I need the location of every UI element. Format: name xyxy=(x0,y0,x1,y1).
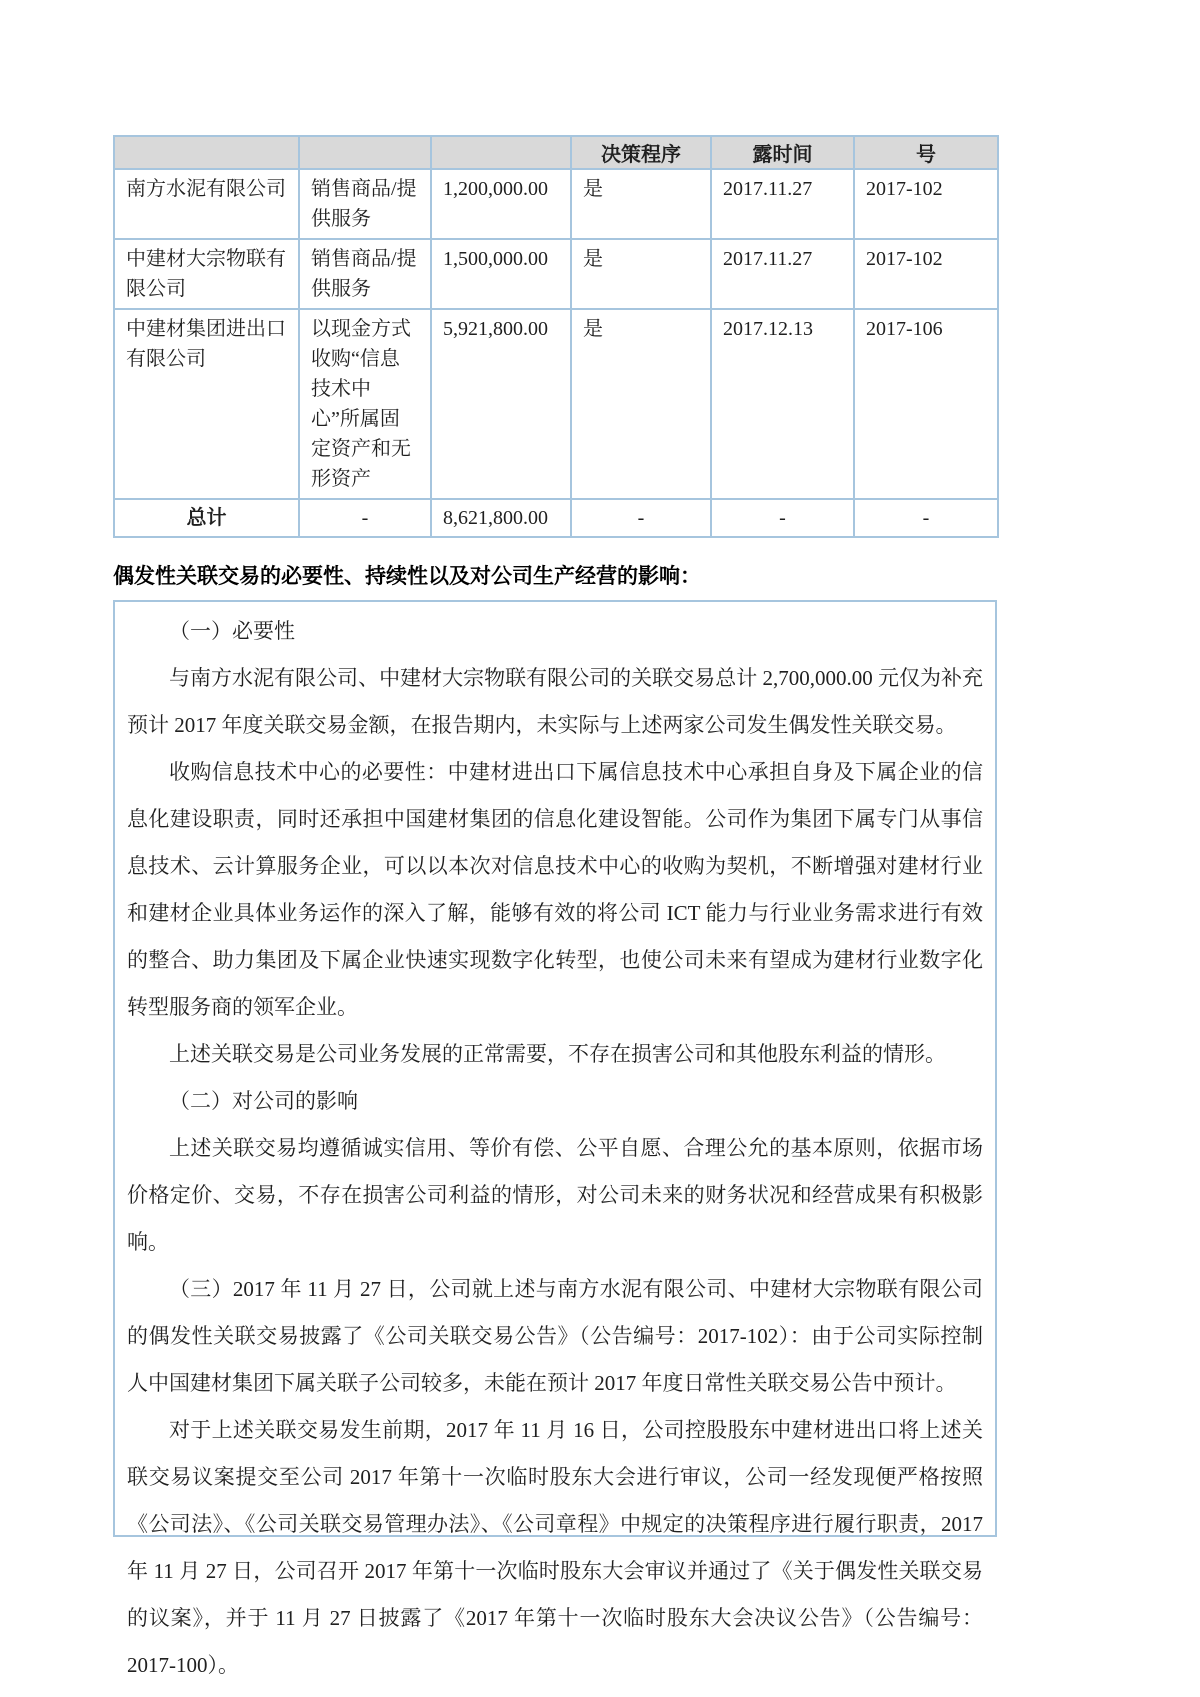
transaction-type-cell: 以现金方式收购“信息技术中心”所属固定资产和无形资产 xyxy=(299,309,431,499)
transaction-type-cell: 销售商品/提供服务 xyxy=(299,169,431,239)
paragraph: 对于上述关联交易发生前期，2017 年 11 月 16 日，公司控股股东中建材进出口将上述关联交易议案提交至公司 2017 年第十一次临时股东大会进行审议，公司一经发现便严格按照《公司法》、《公司关联交易管理办法》、《公司章程》中规定的决策程序进行履行职责，2017 年 11 月 27 日，公司召开 2017 年第十一次临时股东大会审议并通过了《关于偶发性关联交易的议案》，并于 11 月 27 日披露了《2017 年第十一次临时股东大会决议公告》（公告编号：2017-100）。 xyxy=(127,1418,983,1677)
decision-procedure-cell: 是 xyxy=(571,239,711,309)
paragraph-impact-title: （二）对公司的影响 xyxy=(169,1089,358,1113)
related-transactions-table xyxy=(113,135,999,538)
company-cell: 中建材集团进出口有限公司 xyxy=(114,309,299,499)
amount-cell: 5,921,800.00 xyxy=(431,309,571,499)
announcement-number-cell: 2017-102 xyxy=(854,169,998,239)
content-box xyxy=(113,600,997,1677)
decision-procedure-cell: 是 xyxy=(571,169,711,239)
disclosure-date-cell: 2017.12.13 xyxy=(711,309,854,499)
header-announcement-number: 号 xyxy=(854,136,998,169)
disclosure-date-cell: 2017.11.27 xyxy=(711,239,854,309)
announcement-number-cell: 2017-106 xyxy=(854,309,998,499)
paragraph-necessity-title: （一）必要性 xyxy=(169,619,295,643)
header-amount xyxy=(431,136,571,169)
amount-cell: 1,200,000.00 xyxy=(431,169,571,239)
table-row xyxy=(114,169,998,239)
transaction-type-cell: 销售商品/提供服务 xyxy=(299,239,431,309)
table-row xyxy=(114,309,998,499)
company-cell: 南方水泥有限公司 xyxy=(114,169,299,239)
total-amount-cell: 8,621,800.00 xyxy=(431,499,571,537)
amount-cell: 1,500,000.00 xyxy=(431,239,571,309)
decision-procedure-cell: 是 xyxy=(571,309,711,499)
total-row xyxy=(114,499,998,537)
header-decision-procedure: 决策程序 xyxy=(571,136,711,169)
header-company xyxy=(114,136,299,169)
total-type-cell: - xyxy=(299,499,431,537)
total-label-cell: 总计 xyxy=(114,499,299,537)
paragraph: （三）2017 年 11 月 27 日，公司就上述与南方水泥有限公司、中建材大宗物联有限公司的偶发性关联交易披露了《公司关联交易公告》（公告编号：2017-102）：由于公司实际控制人中国建材集团下属关联子公司较多，未能在预计 2017 年度日常性关联交易公告中预计。 xyxy=(127,1277,983,1395)
paragraph: 上述关联交易是公司业务发展的正常需要，不存在损害公司和其他股东利益的情形。 xyxy=(169,1042,946,1066)
table-row xyxy=(114,239,998,309)
section-heading: 偶发性关联交易的必要性、持续性以及对公司生产经营的影响： xyxy=(113,565,701,588)
paragraph: 上述关联交易均遵循诚实信用、等价有偿、公平自愿、合理公允的基本原则，依据市场价格定价、交易，不存在损害公司利益的情形，对公司未来的财务状况和经营成果有积极影响。 xyxy=(127,1136,983,1254)
total-decision-cell: - xyxy=(571,499,711,537)
header-disclosure-date: 露时间 xyxy=(711,136,854,169)
paragraph: 与南方水泥有限公司、中建材大宗物联有限公司的关联交易总计 2,700,000.00 元仅为补充预计 2017 年度关联交易金额，在报告期内，未实际与上述两家公司发生偶发性关联交易。 xyxy=(127,666,983,737)
total-number-cell: - xyxy=(854,499,998,537)
header-transaction-type xyxy=(299,136,431,169)
total-date-cell: - xyxy=(711,499,854,537)
company-cell: 中建材大宗物联有限公司 xyxy=(114,239,299,309)
paragraph: 收购信息技术中心的必要性：中建材进出口下属信息技术中心承担自身及下属企业的信息化建设职责，同时还承担中国建材集团的信息化建设智能。公司作为集团下属专门从事信息技术、云计算服务企业，可以以本次对信息技术中心的收购为契机，不断增强对建材行业和建材企业具体业务运作的深入了解，能够有效的将公司 ICT 能力与行业业务需求进行有效的整合、助力集团及下属企业快速实现数字化转型，也使公司未来有望成为建材行业数字化转型服务商的领军企业。 xyxy=(127,760,983,1019)
announcement-number-cell: 2017-102 xyxy=(854,239,998,309)
table-header-row xyxy=(114,136,998,169)
disclosure-date-cell: 2017.11.27 xyxy=(711,169,854,239)
